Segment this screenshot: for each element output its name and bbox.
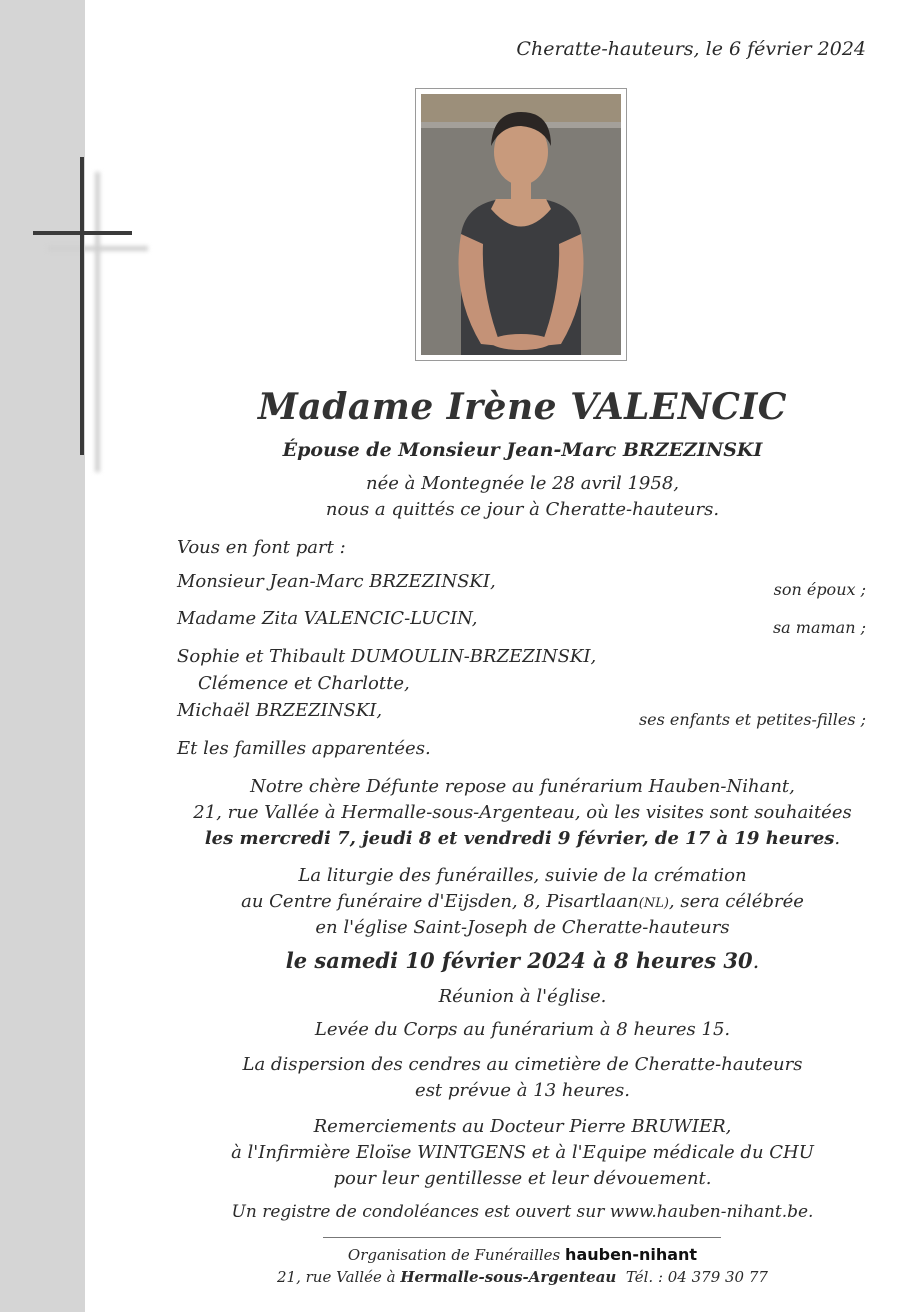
cross-icon-horizontal: [33, 231, 132, 235]
family-name: Clémence et Charlotte,: [198, 673, 410, 694]
thanks-line: Remerciements au Docteur Pierre BRUWIER,: [313, 1116, 732, 1137]
thanks-line: pour leur gentillesse et leur dévouement.: [333, 1168, 712, 1189]
date-line: Cheratte-hauteurs, le 6 février 2024: [516, 38, 866, 60]
family-name: Michaël BRZEZINSKI,: [177, 700, 383, 721]
liturgy-line: au Centre funéraire d'Eijsden, 8, Pisartlaan(NL), sera célébrée: [241, 891, 804, 912]
visitation-dates: les mercredi 7, jeudi 8 et vendredi 9 février, de 17 à 19 heures.: [204, 828, 841, 849]
visitation-dates-text: les mercredi 7, jeudi 8 et vendredi 9 février, de 17 à 19 heures: [204, 828, 835, 849]
deceased-name: Madame Irène VALENCIC: [258, 386, 787, 428]
spouse-line: Épouse de Monsieur Jean-Marc BRZEZINSKI: [282, 439, 763, 461]
family-relation: sa maman ;: [772, 618, 866, 637]
family-name: Monsieur Jean-Marc BRZEZINSKI,: [177, 571, 496, 592]
footer-org: Organisation de Funérailles hauben-nihant: [347, 1245, 698, 1264]
levee-line: Levée du Corps au funérarium à 8 heures 15.: [314, 1019, 731, 1040]
family-name: Sophie et Thibault DUMOULIN-BRZEZINSKI,: [177, 646, 597, 667]
reunion-line: Réunion à l'église.: [438, 986, 607, 1007]
portrait-photo: [415, 88, 627, 361]
visitation-line: Notre chère Défunte repose au funérarium Hauben-Nihant,: [250, 776, 795, 797]
visitation-line: 21, rue Vallée à Hermalle-sous-Argenteau, où les visites sont souhaitées: [193, 802, 852, 823]
family-closing: Et les familles apparentées.: [177, 738, 431, 759]
family-relation: son époux ;: [773, 580, 866, 599]
brand-logo: hauben-nihant: [565, 1245, 698, 1264]
side-band: [0, 0, 85, 1312]
liturgy-line: en l'église Saint-Joseph de Cheratte-hauteurs: [315, 917, 730, 938]
footer-address: 21, rue Vallée à Hermalle-sous-Argenteau Tél. : 04 379 30 77: [277, 1268, 768, 1286]
family-intro: Vous en font part :: [177, 537, 346, 558]
ceremony-date-text: le samedi 10 février 2024 à 8 heures 30: [285, 948, 753, 973]
family-name: Madame Zita VALENCIC-LUCIN,: [177, 608, 478, 629]
liturgy-line: La liturgie des funérailles, suivie de la crémation: [298, 865, 747, 886]
portrait-image: [421, 94, 621, 355]
dispersion-line: La dispersion des cendres au cimetière de Cheratte-hauteurs: [242, 1054, 803, 1075]
registry-line: Un registre de condoléances est ouvert sur www.hauben-nihant.be.: [231, 1202, 814, 1222]
cross-icon-vertical: [80, 157, 84, 455]
birth-line: née à Montegnée le 28 avril 1958,: [366, 473, 679, 494]
death-line: nous a quittés ce jour à Cheratte-hauteurs.: [325, 499, 720, 520]
dispersion-line: est prévue à 13 heures.: [415, 1080, 630, 1101]
footer-divider: [323, 1237, 721, 1238]
family-relation: ses enfants et petites-filles ;: [638, 710, 866, 729]
ceremony-date: le samedi 10 février 2024 à 8 heures 30.: [285, 948, 760, 973]
thanks-line: à l'Infirmière Eloïse WINTGENS et à l'Equipe médicale du CHU: [231, 1142, 814, 1163]
cross-shadow-horizontal: [48, 246, 148, 251]
